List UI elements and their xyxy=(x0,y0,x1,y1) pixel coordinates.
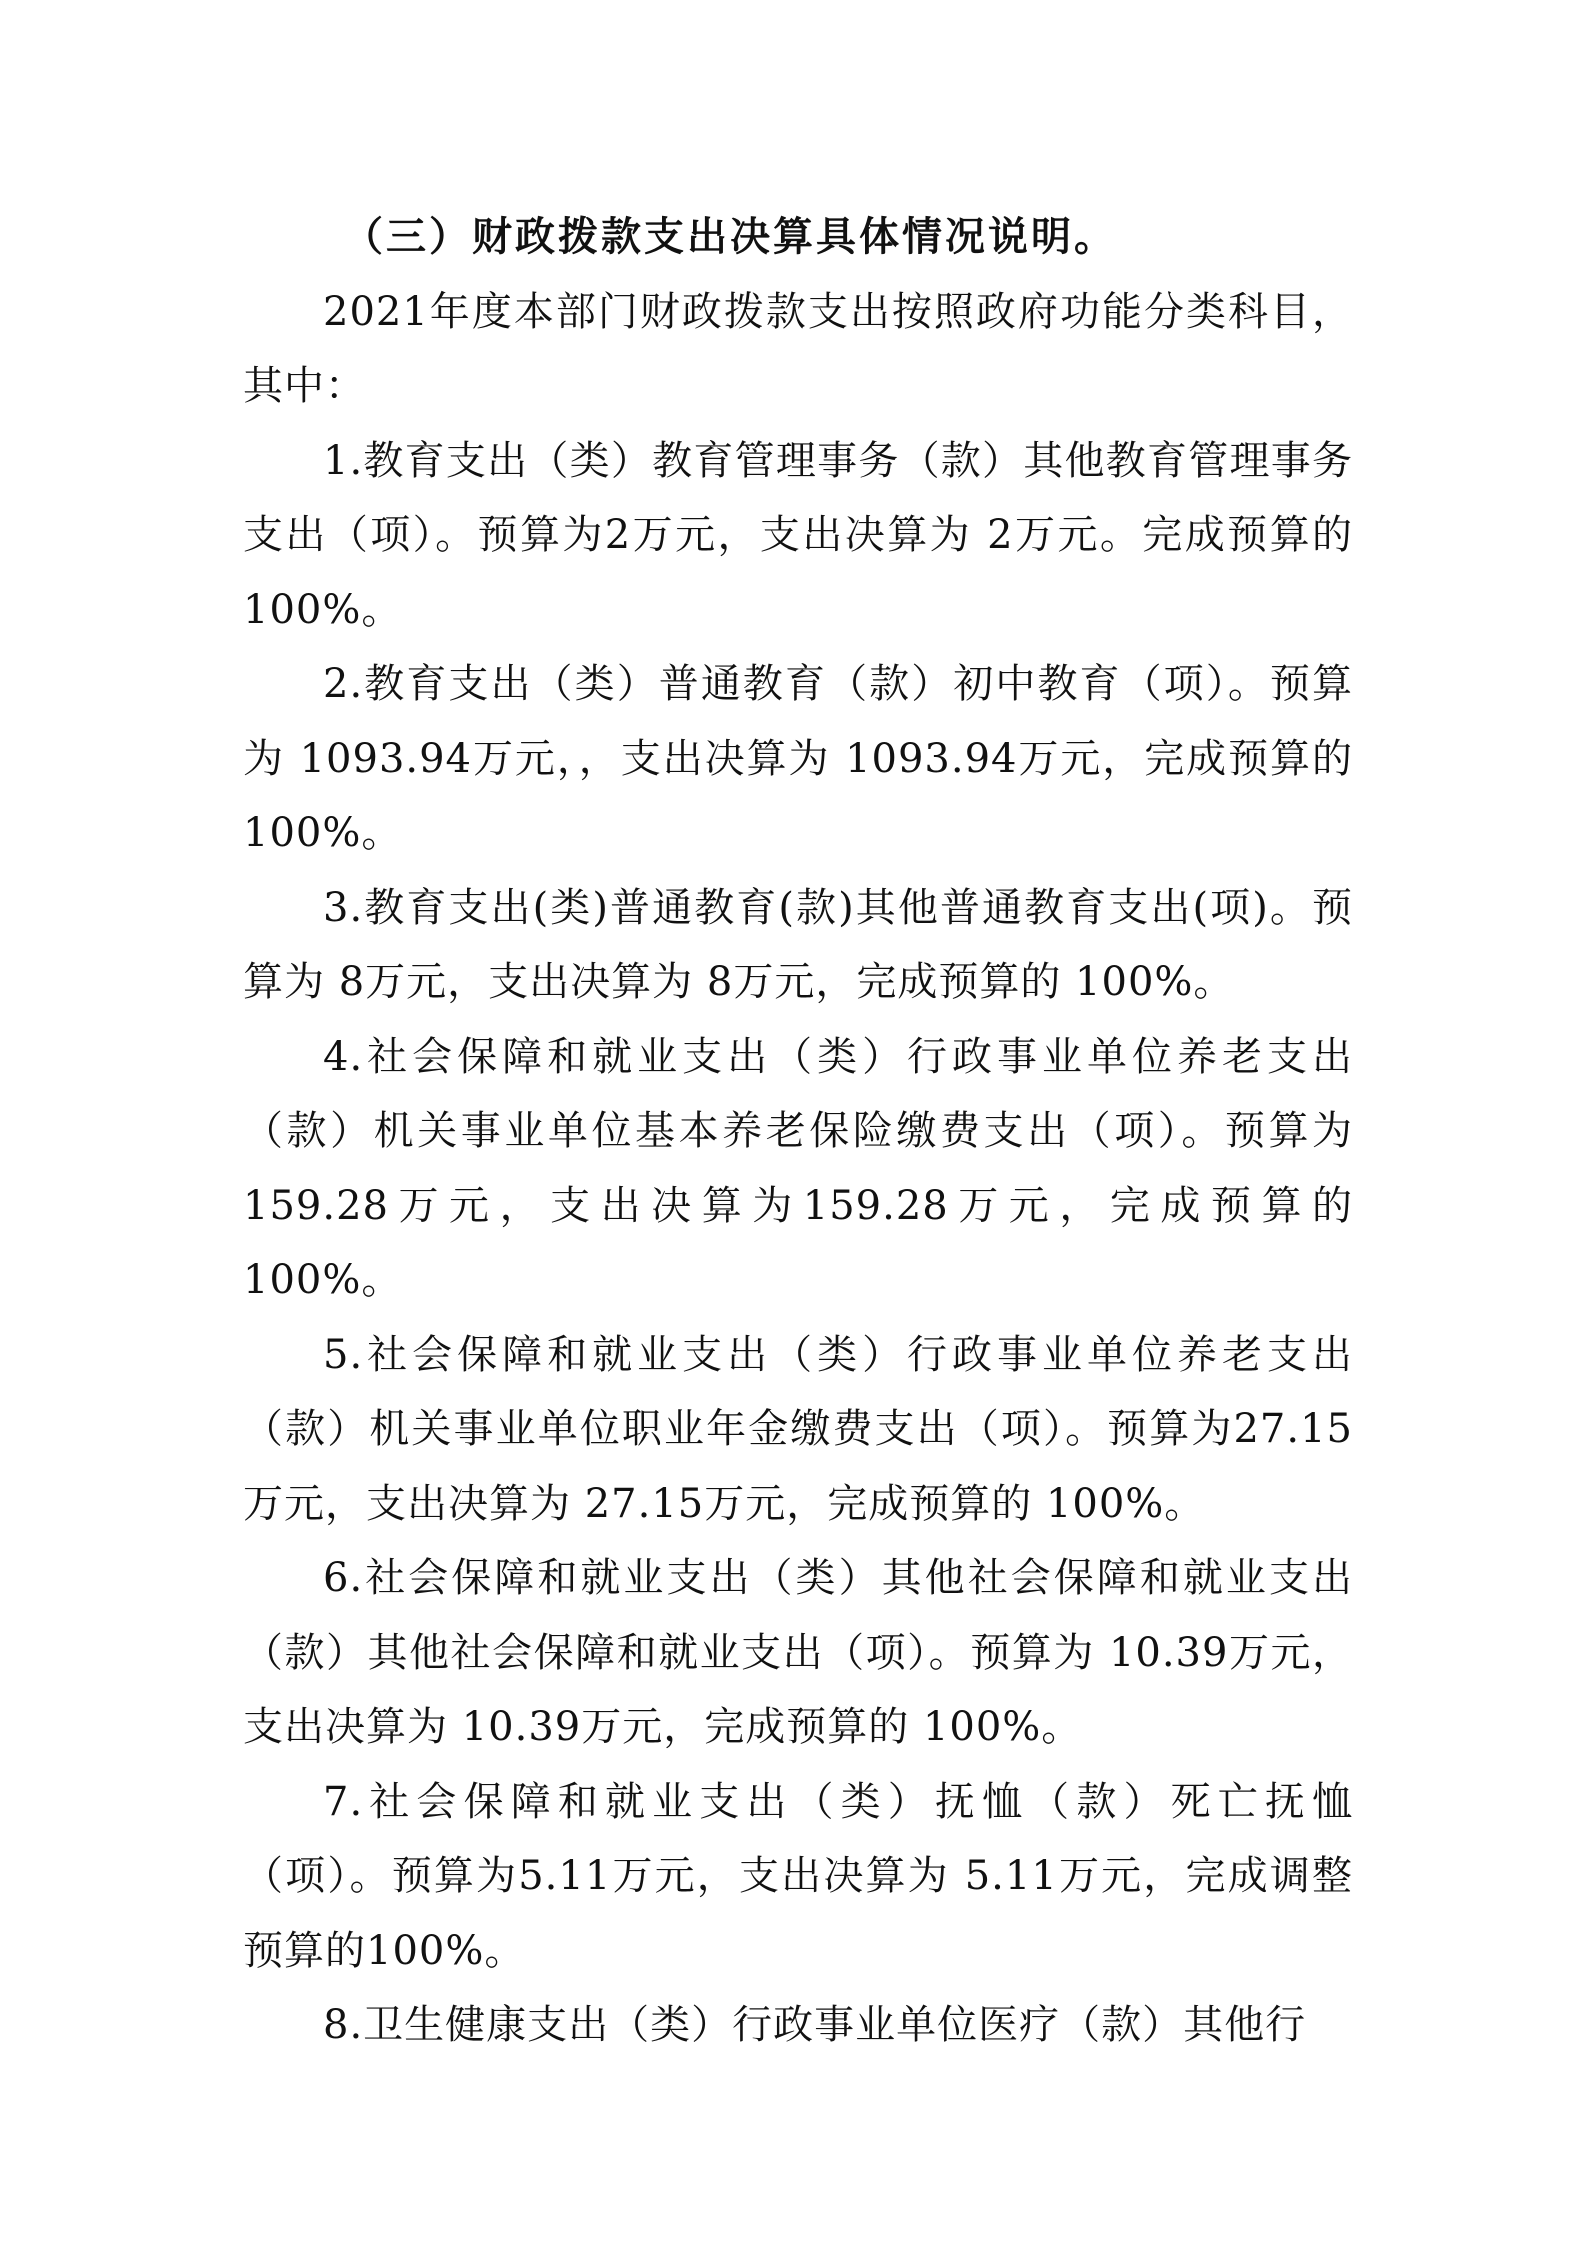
item-paragraph-8: 8.卫生健康支出（类）行政事业单位医疗（款）其他行 xyxy=(323,2002,1307,2048)
item-paragraph-3: 3.教育支出(类)普通教育(款)其他普通教育支出(项)。预算为 8万元，支出决算为 8万元，完成预算的 100%。 xyxy=(243,884,1353,1005)
item-paragraph-6: 6.社会保障和就业支出（类）其他社会保障和就业支出（款）其他社会保障和就业支出（项）。预算为 10.39万元，支出决算为 10.39万元，完成预算的 100%。 xyxy=(243,1555,1353,1750)
item-paragraph-1: 1.教育支出（类）教育管理事务（款）其他教育管理事务支出（项）。预算为2万元，支出决算为 2万元。完成预算的100%。 xyxy=(243,437,1353,633)
item-paragraph-5: 5.社会保障和就业支出（类）行政事业单位养老支出（款）机关事业单位职业年金缴费支出（项）。预算为27.15万元，支出决算为 27.15万元，完成预算的 100%。 xyxy=(243,1331,1353,1527)
section-heading: （三）财政拨款支出决算具体情况说明。 xyxy=(343,214,1117,260)
item-paragraph-4: 4.社会保障和就业支出（类）行政事业单位养老支出（款）机关事业单位基本养老保险缴费支出（项）。预算为159.28万元，支出决算为159.28万元，完成预算的 100%。 xyxy=(243,1033,1353,1303)
item-paragraph-7: 7.社会保障和就业支出（类）抚恤（款）死亡抚恤（项）。预算为5.11万元，支出决算为 5.11万元，完成调整预算的100%。 xyxy=(243,1778,1353,1974)
item-paragraph-2: 2.教育支出（类）普通教育（款）初中教育（项）。预算为 1093.94万元，，支出决算为 1093.94万元，完成预算的100%。 xyxy=(243,661,1353,856)
document-body xyxy=(243,200,1353,2063)
intro-paragraph: 2021年度本部门财政拨款支出按照政府功能分类科目，其中： xyxy=(243,288,1353,409)
